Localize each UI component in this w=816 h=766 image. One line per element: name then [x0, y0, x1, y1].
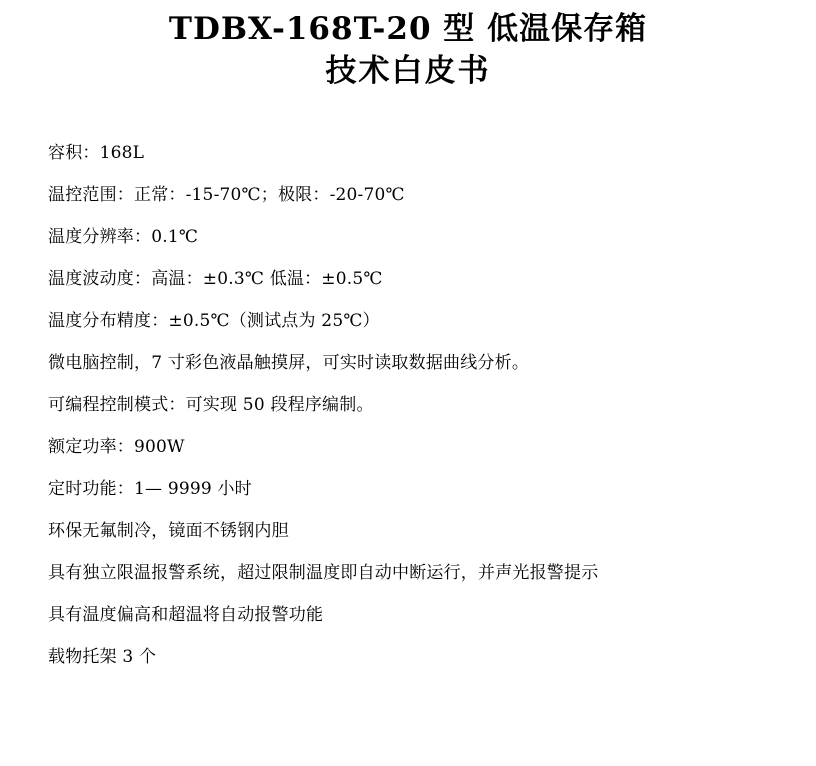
spec-line: 温度分布精度：±0.5℃（测试点为 25℃）: [48, 311, 380, 331]
spec-line: 额定功率：900W: [48, 437, 185, 457]
spec-line: 定时功能：1— 9999 小时: [48, 479, 252, 499]
spec-line: 具有温度偏高和超温将自动报警功能: [48, 605, 324, 625]
spec-line: 温度分辨率：0.1℃: [48, 227, 199, 247]
spec-line: 环保无氟制冷，镜面不锈钢内胆: [48, 521, 289, 541]
spec-line: 具有独立限温报警系统，超过限制温度即自动中断运行，并声光报警提示: [48, 563, 599, 583]
document-title: [0, 8, 816, 92]
spec-line: 温控范围：正常：-15-70℃；极限：-20-70℃: [48, 185, 405, 205]
spec-line: 容积：168L: [48, 143, 145, 163]
spec-line: 微电脑控制，7 寸彩色液晶触摸屏，可实时读取数据曲线分析。: [48, 353, 530, 373]
spec-line: 可编程控制模式：可实现 50 段程序编制。: [48, 395, 374, 415]
spec-line: 载物托架 3 个: [48, 647, 157, 667]
title-line-1: TDBX-168T-20 型 低温保存箱: [168, 11, 648, 47]
spec-line: 温度波动度：高温：±0.3℃ 低温：±0.5℃: [48, 269, 383, 289]
specifications-list: [0, 132, 816, 678]
document-page: [0, 8, 816, 766]
title-line-2: 技术白皮书: [325, 53, 491, 89]
